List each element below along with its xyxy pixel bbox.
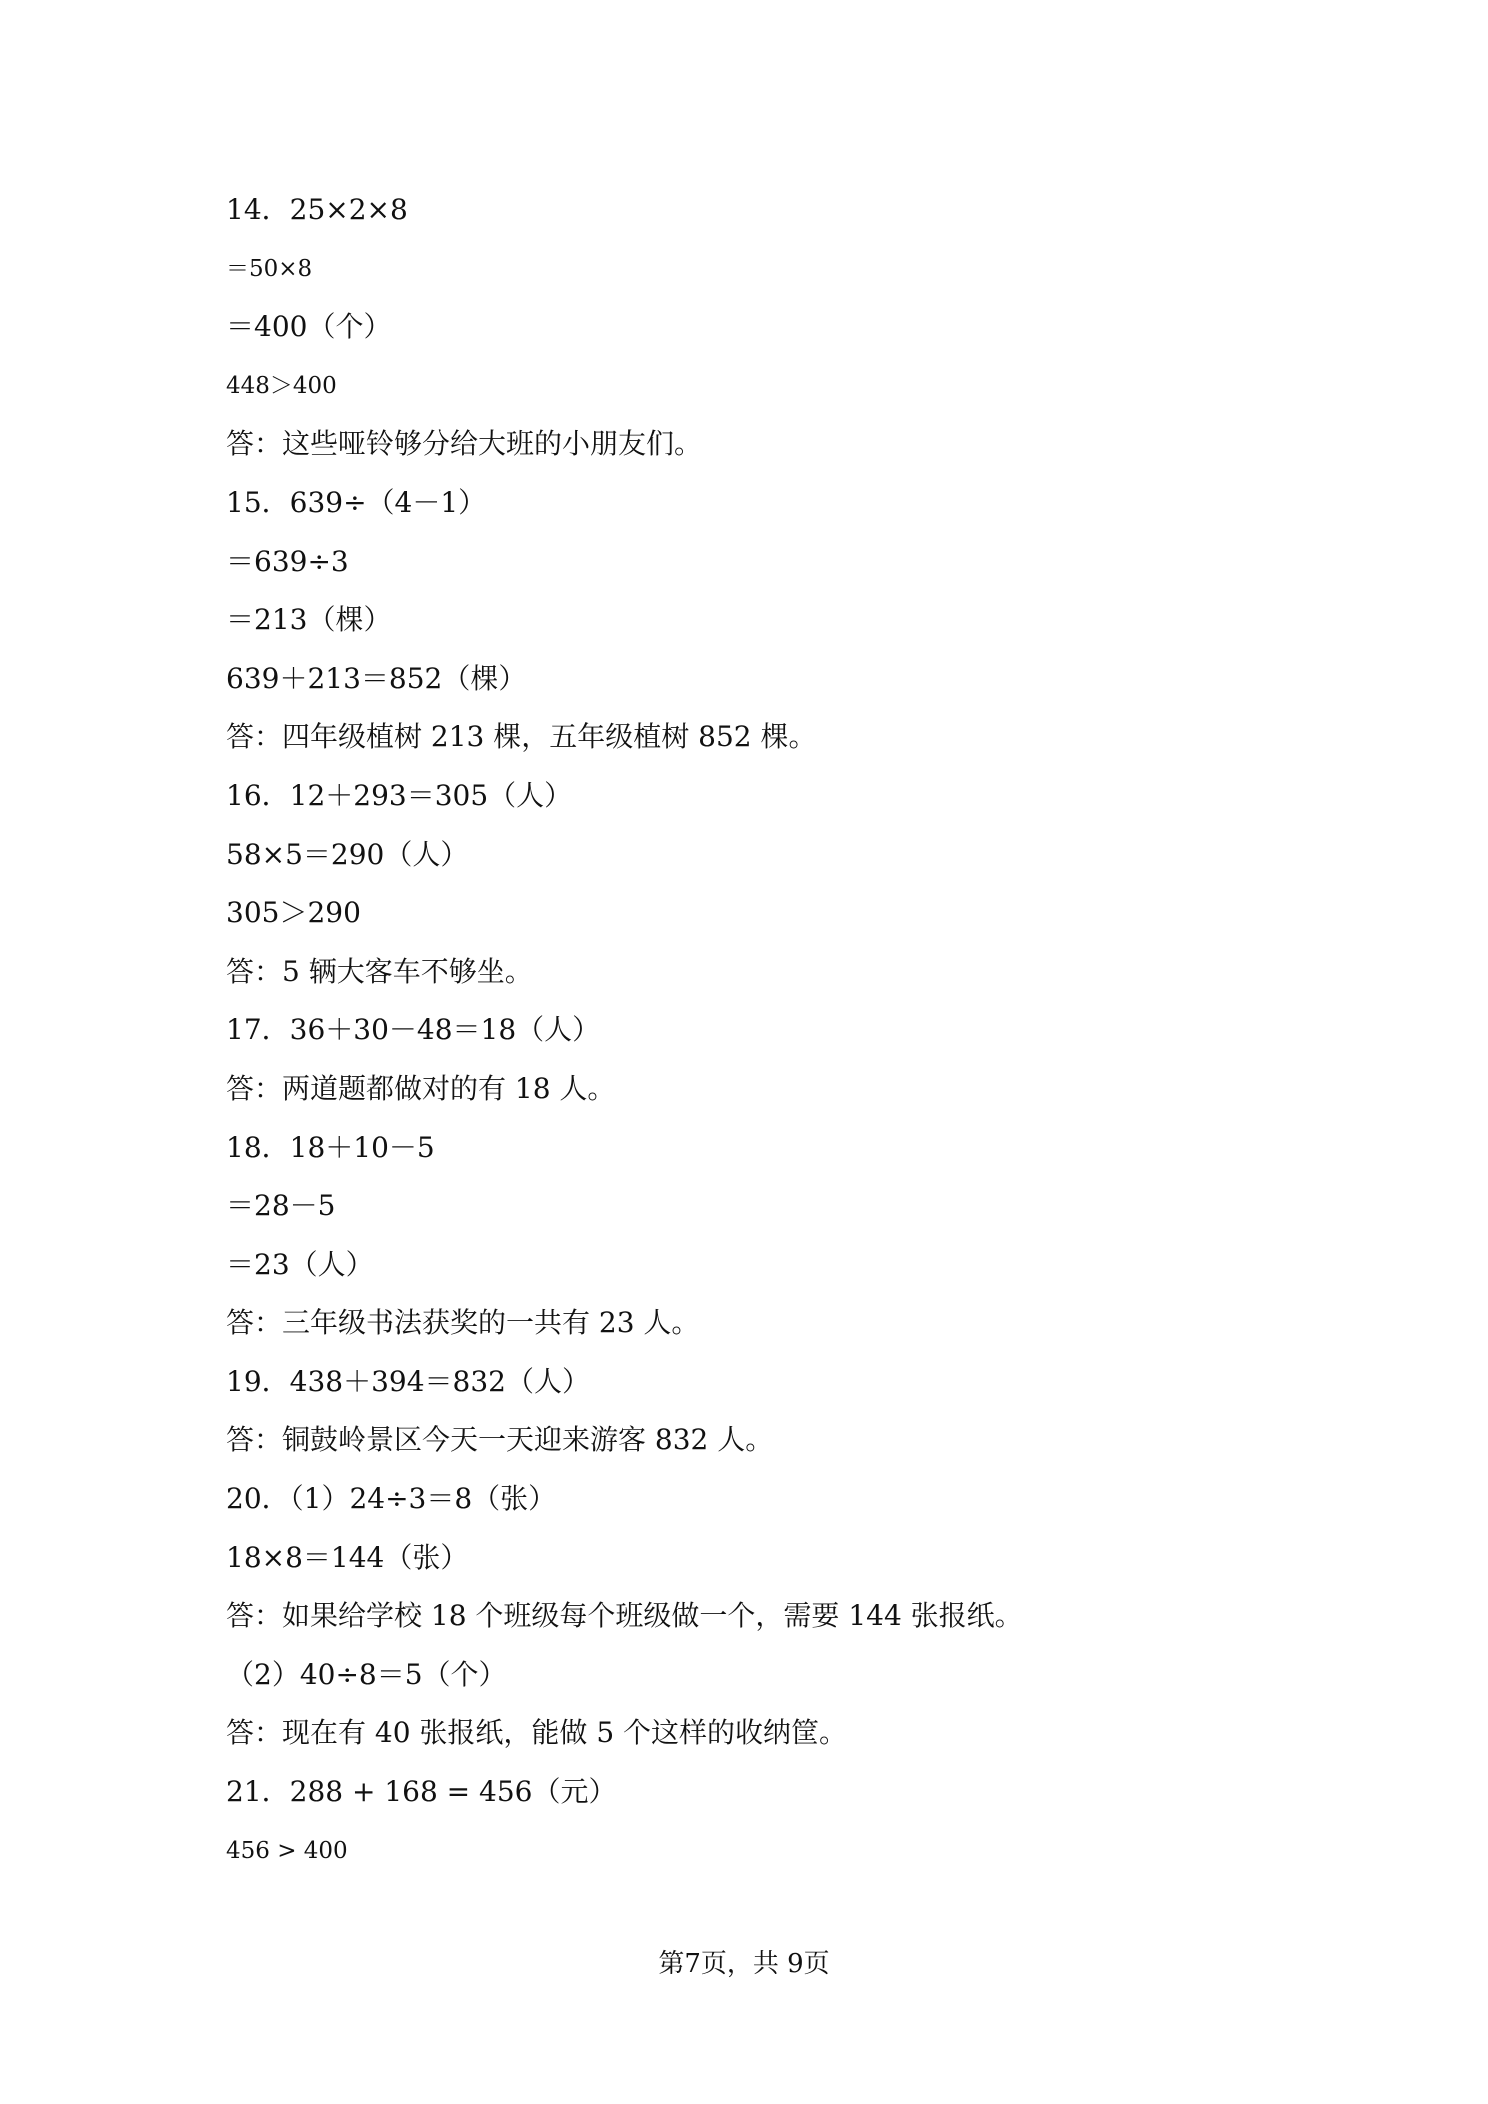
answer-line: ＝213（棵） — [226, 603, 392, 637]
answer-line: 答：5 辆大客车不够坐。 — [226, 954, 533, 988]
answer-line: 17．36＋30－48＝18（人） — [226, 1013, 601, 1047]
answer-line: 答：三年级书法获奖的一共有 23 人。 — [226, 1306, 700, 1340]
answer-line: 58×5＝290（人） — [226, 837, 469, 871]
answer-line: 448＞400 — [226, 372, 337, 399]
answer-line: 答：这些哑铃够分给大班的小朋友们。 — [226, 427, 703, 461]
answer-line: 答：铜鼓岭景区今天一天迎来游客 832 人。 — [226, 1423, 774, 1457]
page-footer: 第7页，共 9页 — [658, 1949, 830, 1979]
answer-line: 14．25×2×8 — [226, 193, 408, 226]
answer-line: ＝28－5 — [226, 1189, 336, 1223]
answer-line: 答：如果给学校 18 个班级每个班级做一个，需要 144 张报纸。 — [226, 1599, 1023, 1633]
answer-line: 20．（1）24÷3＝8（张） — [226, 1482, 557, 1516]
answer-lines — [226, 188, 1386, 1887]
answer-line: 16．12＋293＝305（人） — [226, 778, 573, 812]
answer-line: 15．639÷（4－1） — [226, 485, 487, 519]
answer-line: ＝23（人） — [226, 1247, 374, 1281]
answer-line: 21．288 + 168 = 456（元） — [226, 1775, 617, 1809]
answer-line: （2）40÷8＝5（个） — [226, 1657, 507, 1691]
answer-line: 答：四年级植树 213 棵，五年级植树 852 棵。 — [226, 720, 817, 754]
answer-line: ＝400（个） — [226, 310, 392, 344]
answer-line: 456 > 400 — [226, 1837, 348, 1864]
answer-line: 18×8＝144（张） — [226, 1540, 469, 1574]
answer-line: 305＞290 — [226, 896, 361, 930]
answer-line: 19．438＋394＝832（人） — [226, 1364, 590, 1398]
answer-line: ＝50×8 — [226, 255, 313, 282]
answer-line: 639＋213＝852（棵） — [226, 661, 527, 695]
answer-line: 18．18＋10－5 — [226, 1130, 435, 1164]
answer-line: 答：现在有 40 张报纸，能做 5 个这样的收纳筐。 — [226, 1716, 848, 1750]
answer-line: 答：两道题都做对的有 18 人。 — [226, 1071, 616, 1105]
answer-line: ＝639÷3 — [226, 544, 349, 578]
